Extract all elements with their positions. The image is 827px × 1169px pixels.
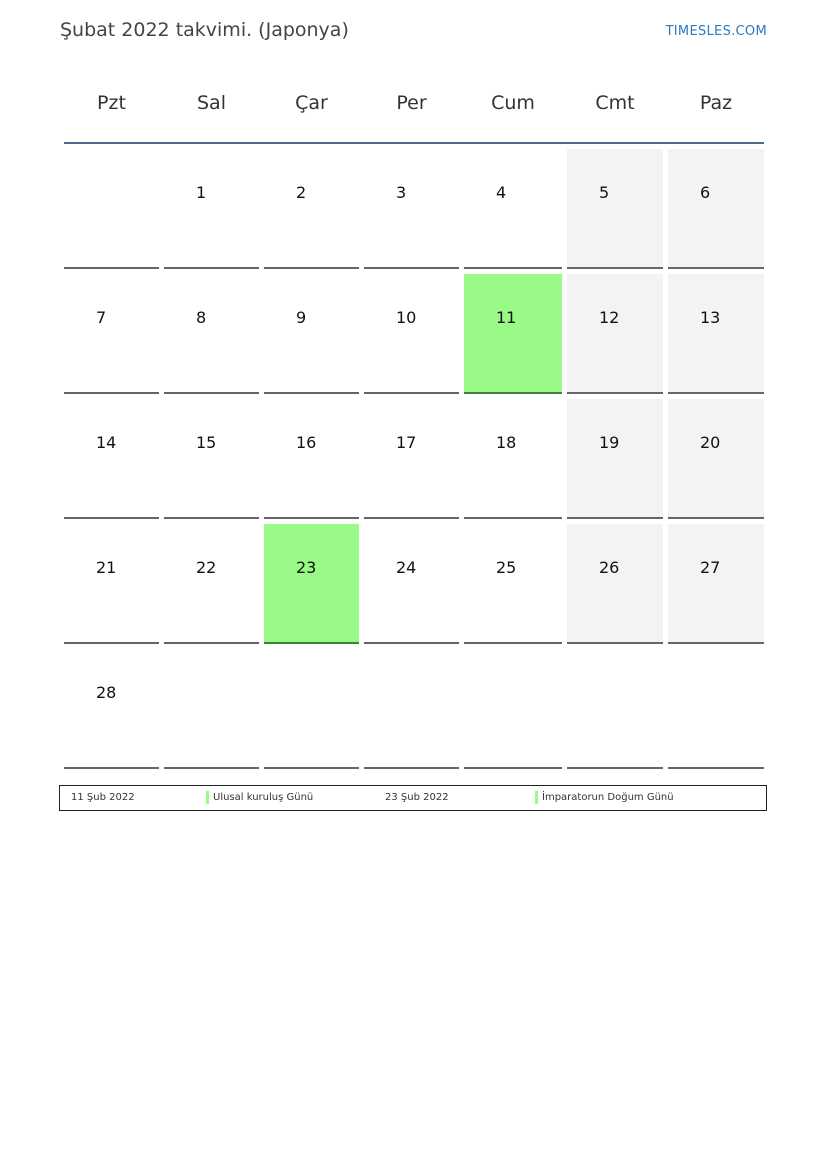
- day-cell-weekend: [668, 149, 764, 269]
- day-cell-weekend: [567, 399, 663, 519]
- holiday-legend: [59, 785, 767, 811]
- day-cell: [364, 524, 459, 644]
- legend-holiday-label: Ulusal kuruluş Günü: [213, 792, 314, 803]
- weekday-tue: Sal: [197, 92, 226, 114]
- week-row: [64, 274, 764, 394]
- legend-date: 23 Şub 2022: [385, 792, 449, 803]
- day-cell: [464, 524, 562, 644]
- day-number: 10: [396, 308, 417, 327]
- calendar: [64, 64, 764, 774]
- day-cell-weekend: [668, 274, 764, 394]
- legend-holiday-name: [535, 792, 674, 803]
- day-number: 2: [296, 183, 307, 202]
- week-row: [64, 399, 764, 519]
- day-cell-holiday: [464, 274, 562, 394]
- day-number: 4: [496, 183, 507, 202]
- day-cell: [364, 274, 459, 394]
- day-cell-weekend: [668, 524, 764, 644]
- day-number: 6: [700, 183, 711, 202]
- day-cell: [164, 149, 259, 269]
- day-cell-weekend: [567, 524, 663, 644]
- day-number: 3: [396, 183, 407, 202]
- day-number: 22: [196, 558, 217, 577]
- day-number: 16: [296, 433, 317, 452]
- day-number: 17: [396, 433, 417, 452]
- day-number: 9: [296, 308, 307, 327]
- day-number: 23: [296, 558, 317, 577]
- calendar-weeks: [64, 149, 764, 769]
- day-cell: [264, 399, 359, 519]
- day-cell-weekend: [567, 149, 663, 269]
- day-cell: [164, 274, 259, 394]
- day-number: 11: [496, 308, 517, 327]
- day-number: 14: [96, 433, 117, 452]
- day-number: 12: [599, 308, 620, 327]
- day-cell: [64, 149, 159, 269]
- legend-holiday-label: İmparatorun Doğum Günü: [542, 792, 674, 803]
- day-cell: [164, 649, 259, 769]
- day-cell: [464, 649, 562, 769]
- day-number: 8: [196, 308, 207, 327]
- page-title: Şubat 2022 takvimi. (Japonya): [60, 19, 349, 41]
- day-cell: [567, 649, 663, 769]
- day-number: 20: [700, 433, 721, 452]
- day-cell: [464, 149, 562, 269]
- legend-date: 11 Şub 2022: [71, 792, 135, 803]
- day-cell: [364, 149, 459, 269]
- day-number: 7: [96, 308, 107, 327]
- weekday-mon: Pzt: [97, 92, 126, 114]
- day-number: 26: [599, 558, 620, 577]
- day-cell: [64, 524, 159, 644]
- week-row: [64, 649, 764, 769]
- day-cell: [64, 649, 159, 769]
- week-row: [64, 524, 764, 644]
- holiday-swatch-icon: [206, 791, 209, 804]
- day-cell: [668, 649, 764, 769]
- weekday-thu: Per: [396, 92, 427, 114]
- day-cell: [264, 149, 359, 269]
- weekday-sat: Cmt: [595, 92, 635, 114]
- day-cell: [364, 649, 459, 769]
- week-row: [64, 149, 764, 269]
- holiday-swatch-icon: [535, 791, 538, 804]
- legend-holiday-name: [206, 792, 313, 803]
- day-cell: [264, 649, 359, 769]
- day-number: 18: [496, 433, 517, 452]
- day-cell: [164, 524, 259, 644]
- day-cell: [64, 274, 159, 394]
- day-cell: [64, 399, 159, 519]
- day-cell: [364, 399, 459, 519]
- weekday-header-row: [64, 64, 764, 144]
- day-cell-holiday: [264, 524, 359, 644]
- day-number: 27: [700, 558, 721, 577]
- day-number: 5: [599, 183, 610, 202]
- brand-link[interactable]: TIMESLES.COM: [665, 24, 767, 39]
- day-number: 21: [96, 558, 117, 577]
- day-cell: [164, 399, 259, 519]
- day-number: 28: [96, 683, 117, 702]
- day-number: 15: [196, 433, 217, 452]
- day-number: 24: [396, 558, 417, 577]
- day-cell: [464, 399, 562, 519]
- day-number: 19: [599, 433, 620, 452]
- weekday-wed: Çar: [295, 92, 328, 114]
- day-number: 1: [196, 183, 207, 202]
- weekday-fri: Cum: [491, 92, 535, 114]
- day-cell: [264, 274, 359, 394]
- day-number: 13: [700, 308, 721, 327]
- day-cell-weekend: [567, 274, 663, 394]
- day-cell-weekend: [668, 399, 764, 519]
- day-number: 25: [496, 558, 517, 577]
- weekday-sun: Paz: [699, 92, 733, 114]
